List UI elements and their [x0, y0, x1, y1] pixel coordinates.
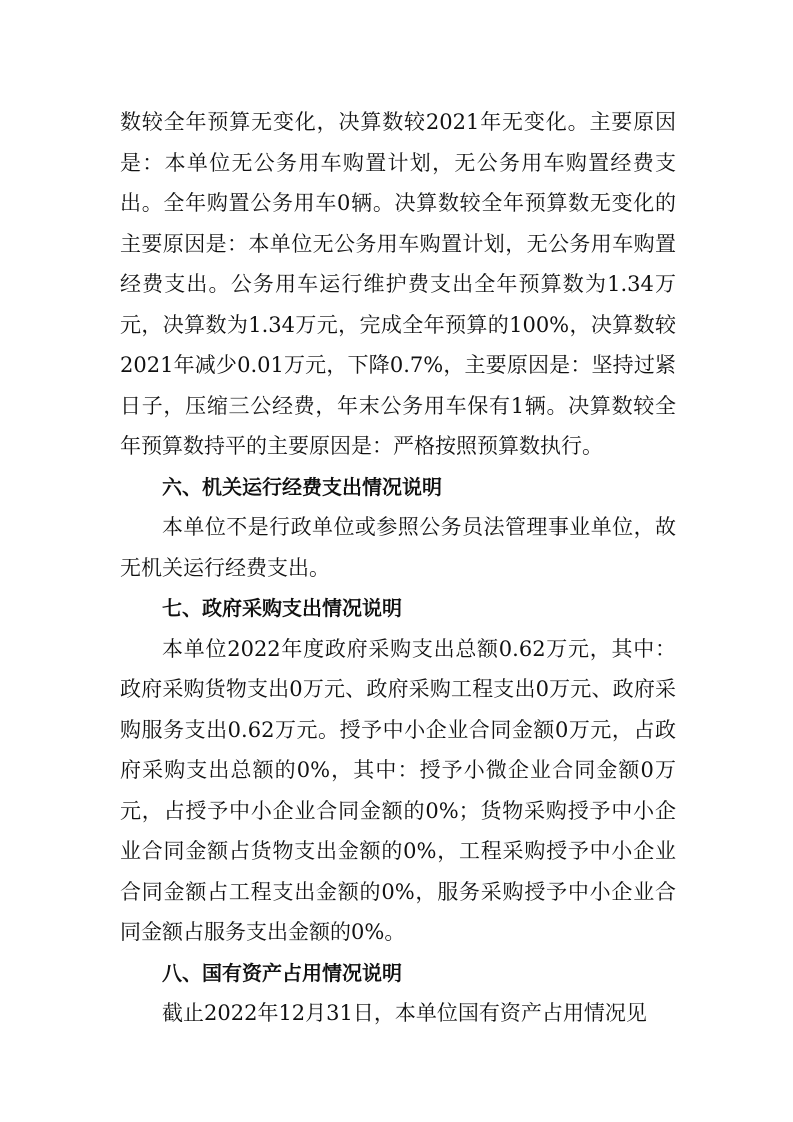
paragraph-vehicle-expenses: 数较全年预算无变化，决算数较2021年无变化。主要原因是：本单位无公务用车购置计划，无公务用车购置经费支出。全年购置公务用车0辆。决算数较全年预算数无变化的主要原因是：本单位无公务用车购置计划，无公务用车购置经费支出。公务用车运行维护费支出全年预算数为1.34万元，决算数为1.34万元，完成全年预算的100%，决算数较2021年减少0.01万元，下降0.7%，主要原因是：坚持过紧日子，压缩三公经费，年末公务用车保有1辆。决算数较全年预算数持平的主要原因是：严格按照预算数执行。 — [120, 110, 676, 458]
paragraph-procurement: 本单位2022年度政府采购支出总额0.62万元，其中：政府采购货物支出0万元、政府采购工程支出0万元、政府采购服务支出0.62万元。授予中小企业合同金额0万元，占政府采购支出总额的0%，其中：授予小微企业合同金额0万元，占授予中小企业合同金额的0%；货物采购授予中小企业合同金额占货物支出金额的0%，工程采购授予中小企业合同金额占工程支出金额的0%，服务采购授予中小企业合同金额占服务支出金额的0%。 — [120, 636, 676, 944]
paragraph-operating-expenses: 本单位不是行政单位或参照公务员法管理事业单位，故无机关运行经费支出。 — [120, 515, 676, 580]
document-body — [120, 102, 676, 1034]
heading-section-8: 八、国有资产占用情况说明 — [162, 960, 402, 985]
paragraph-state-assets: 截止2022年12月31日，本单位国有资产占用情况见 — [162, 1001, 647, 1025]
heading-section-7: 七、政府采购支出情况说明 — [162, 596, 402, 620]
heading-section-6: 六、机关运行经费支出情况说明 — [162, 474, 442, 499]
